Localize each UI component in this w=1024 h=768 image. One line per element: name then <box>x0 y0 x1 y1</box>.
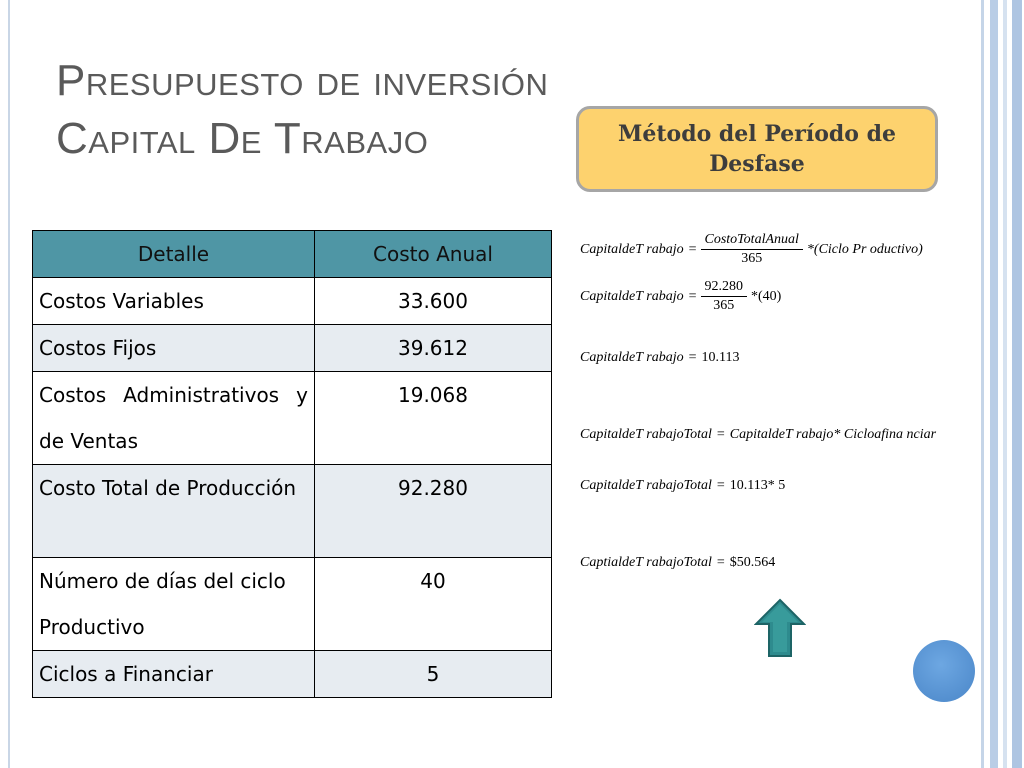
up-arrow-icon[interactable] <box>754 598 806 658</box>
formula-2-op: = <box>688 288 697 304</box>
circle-button-icon[interactable] <box>913 640 975 702</box>
method-box <box>576 106 938 192</box>
formula-1-fraction <box>701 232 803 267</box>
formula-3-rhs: 10.113 <box>701 350 740 365</box>
formula-1 <box>580 232 923 267</box>
row-label: Número de días del ciclo Productivo <box>33 558 315 651</box>
row-label: Costos Administrativos y de Ventas <box>33 372 315 465</box>
table-header-row <box>33 231 552 278</box>
row-label: Costo Total de Producción <box>33 465 315 558</box>
title-line-2: Capital De Trabajo <box>56 114 429 163</box>
row-value: 19.068 <box>315 372 552 465</box>
row-value: 40 <box>315 558 552 651</box>
formula-2-denominator: 365 <box>713 298 735 313</box>
left-decor-line <box>8 0 10 768</box>
formula-3-lhs: CapitaldeT rabajo <box>580 350 684 365</box>
formula-5-op: = <box>716 478 725 493</box>
row-label: Costos Variables <box>33 278 315 325</box>
formula-1-rhs: *(Ciclo Pr oductivo) <box>806 241 923 257</box>
title-line-1: Presupuesto de inversión <box>56 56 549 105</box>
formula-4-rhs: CapitaldeT rabajo* Cicloafina nciar <box>729 427 937 442</box>
row-value: 33.600 <box>315 278 552 325</box>
formula-4-lhs: CapitaldeT rabajoTotal <box>580 427 712 442</box>
formula-3-op: = <box>688 350 697 365</box>
formula-4-op: = <box>716 427 725 442</box>
cost-table <box>32 230 552 698</box>
row-value: 39.612 <box>315 325 552 372</box>
formula-6-lhs: CaptialdeT rabajoTotal <box>580 555 712 570</box>
formula-2-lhs: CapitaldeT rabajo <box>580 288 684 304</box>
formula-5-lhs: CapitaldeT rabajoTotal <box>580 478 712 493</box>
formula-1-denominator: 365 <box>741 251 763 266</box>
formula-5-rhs: 10.113* 5 <box>729 478 786 493</box>
row-value: 92.280 <box>315 465 552 558</box>
formula-1-op: = <box>688 241 697 257</box>
formula-2-fraction <box>701 279 748 314</box>
formula-6-rhs: $50.564 <box>729 555 776 570</box>
formula-2 <box>580 279 781 314</box>
formula-1-numerator: CostoTotalAnual <box>701 232 803 250</box>
formula-5 <box>580 478 785 494</box>
formula-2-rhs: *(40) <box>751 288 782 304</box>
table-row <box>33 651 552 698</box>
formula-2-numerator: 92.280 <box>701 279 748 297</box>
method-box-label: Método del Período de Desfase <box>618 121 896 177</box>
slide-title <box>56 52 548 168</box>
right-decor-stripes <box>976 0 1024 768</box>
row-label: Costos Fijos <box>33 325 315 372</box>
row-value: 5 <box>315 651 552 698</box>
header-costo-anual: Costo Anual <box>315 231 552 278</box>
formula-6 <box>580 555 775 571</box>
row-label: Ciclos a Financiar <box>33 651 315 698</box>
table-row <box>33 325 552 372</box>
formula-4 <box>580 427 936 443</box>
table-row <box>33 278 552 325</box>
table-row <box>33 465 552 558</box>
formula-3 <box>580 350 739 366</box>
table-row <box>33 558 552 651</box>
header-detalle: Detalle <box>33 231 315 278</box>
table-row <box>33 372 552 465</box>
formula-1-lhs: CapitaldeT rabajo <box>580 241 684 257</box>
formula-6-op: = <box>716 555 725 570</box>
